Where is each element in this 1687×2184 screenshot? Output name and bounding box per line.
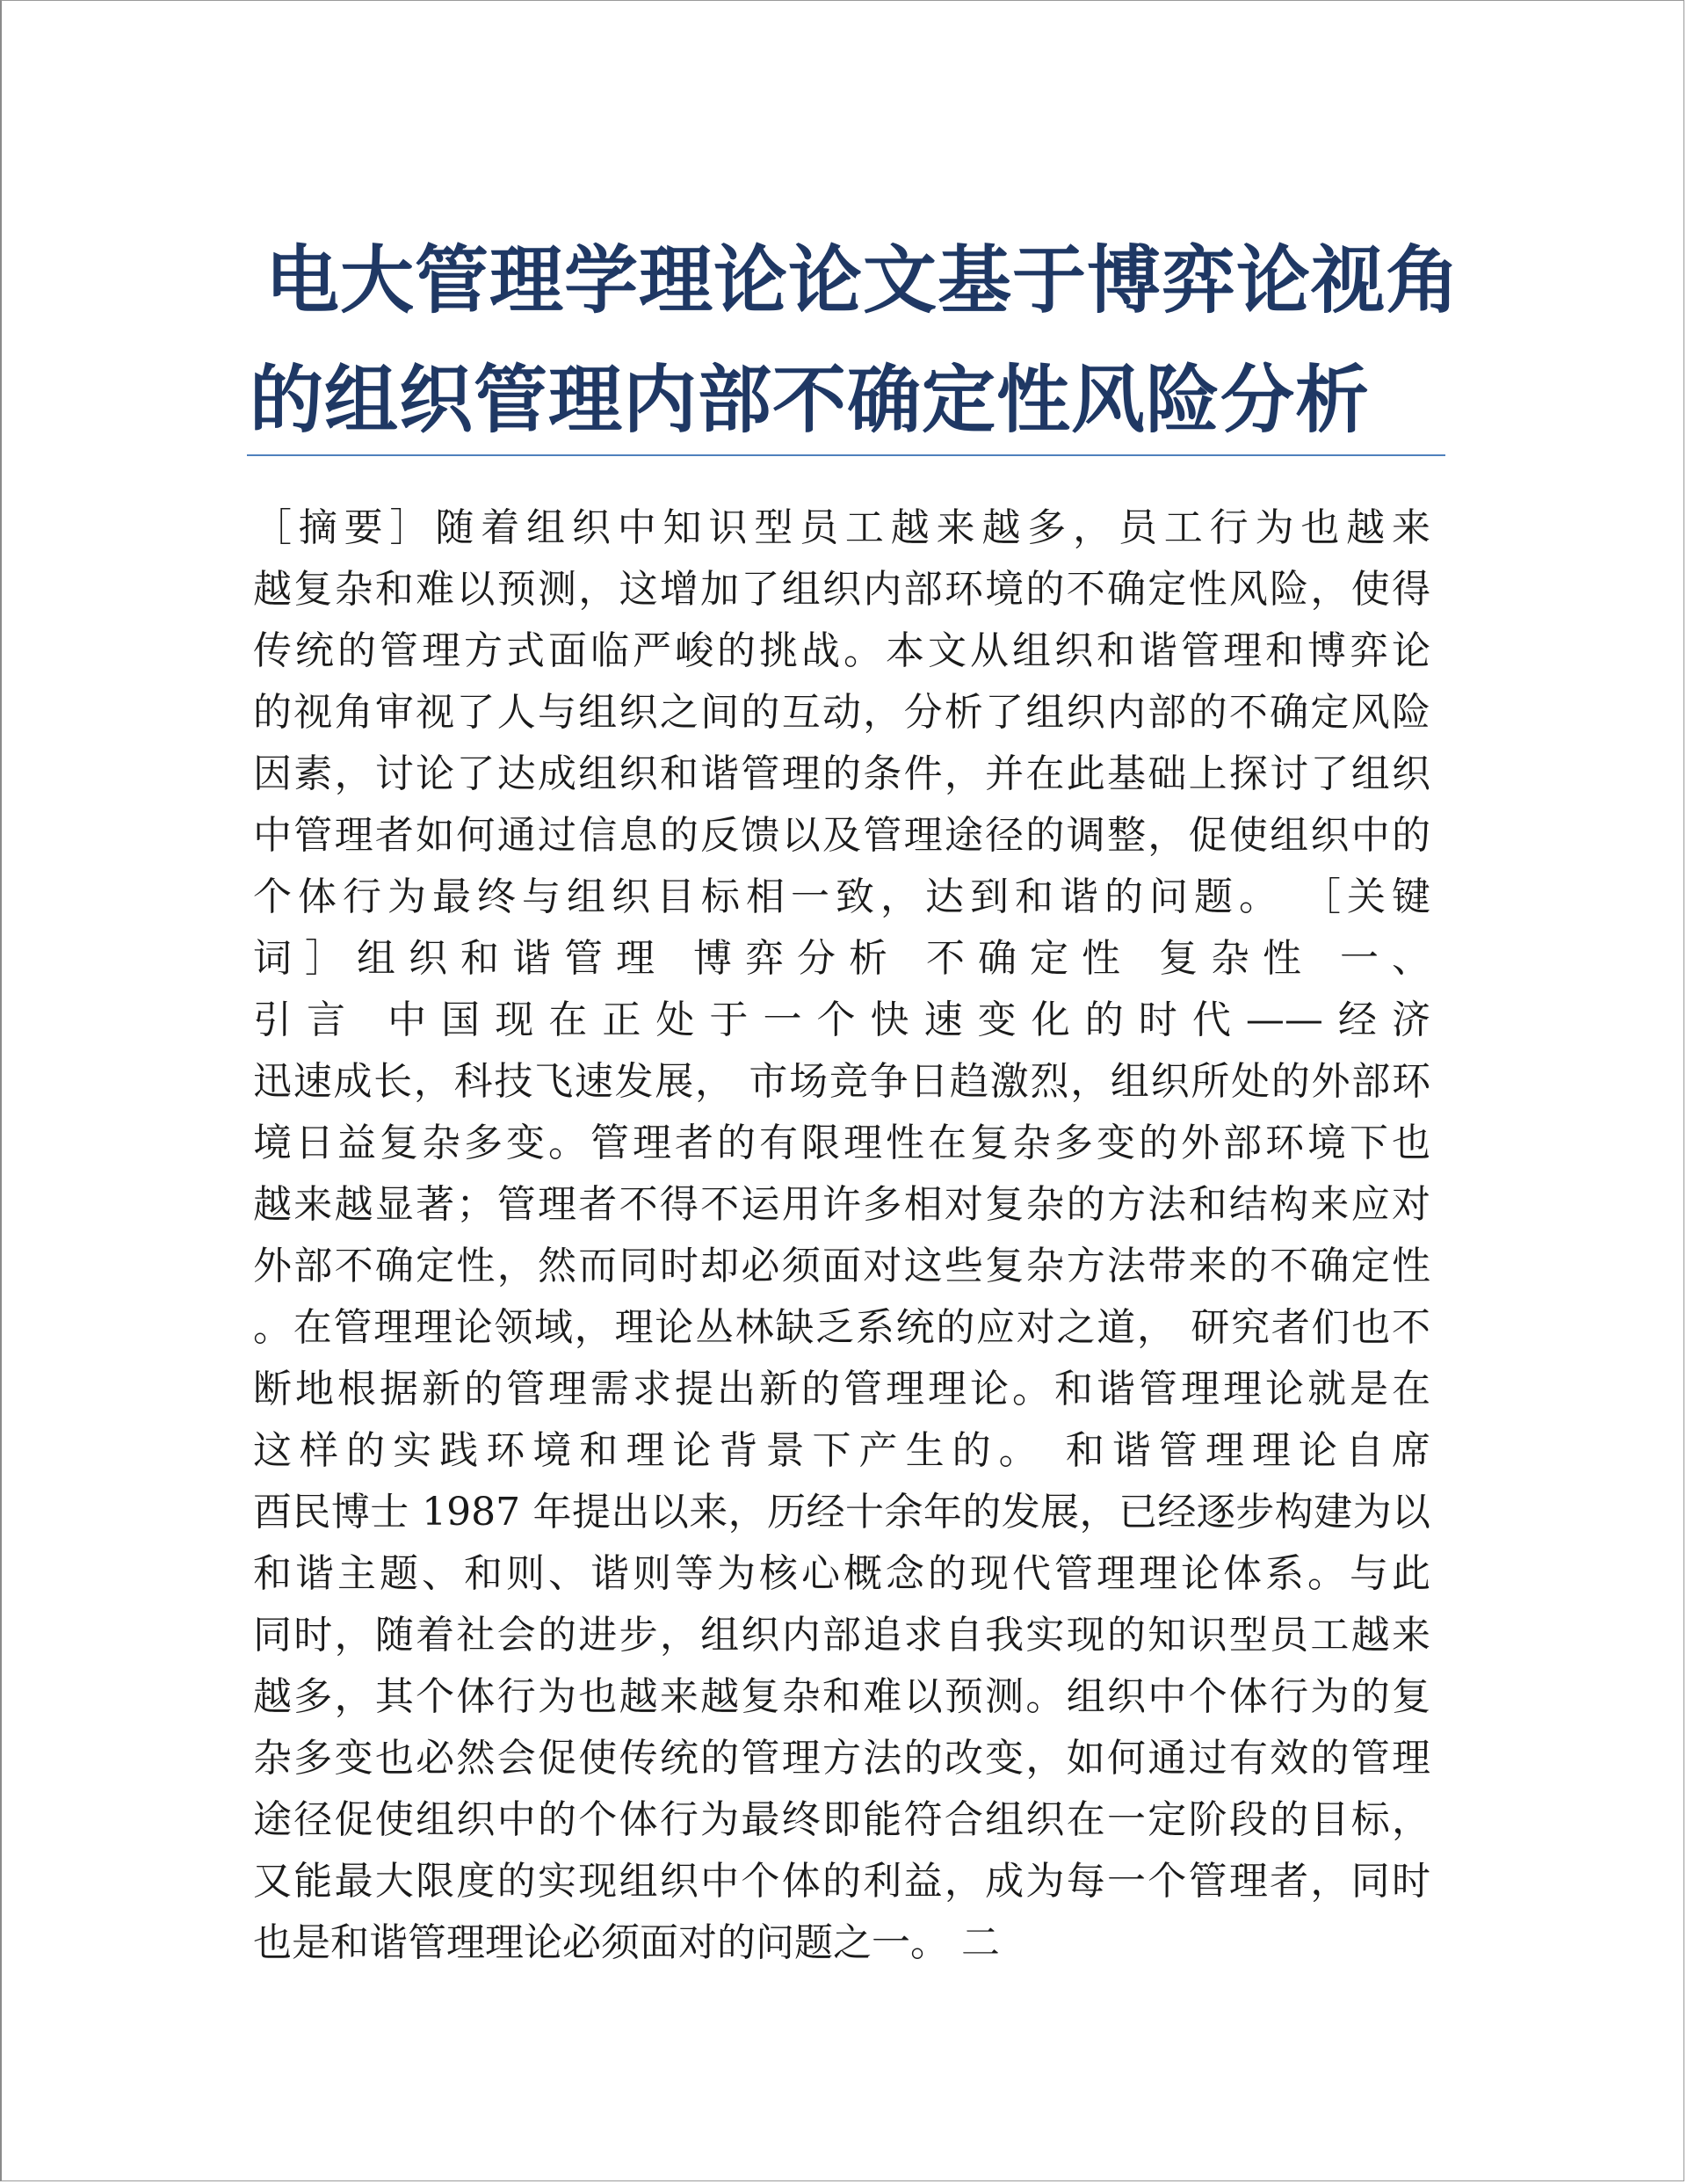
body-text-line: 也是和谐管理理论必须面对的问题之一。 二 (253, 1920, 1000, 1965)
body-text-line: 的视角审视了人与组织之间的互动，分析了组织内部的不确定风险 (253, 690, 1430, 735)
body-text-line: 杂多变也必然会促使传统的管理方法的改变，如何通过有效的管理 (253, 1736, 1430, 1781)
body-text-line: 和谐主题、和则、谐则等为核心概念的现代管理理论体系。与此 (253, 1551, 1430, 1596)
body-text-line: 迅速成长，科技飞速发展， 市场竞争日趋激烈，组织所处的外部环 (253, 1059, 1430, 1104)
body-text-line: 境日益复杂多变。管理者的有限理性在复杂多变的外部环境下也 (253, 1121, 1430, 1165)
title-divider (247, 454, 1445, 456)
body-text-line: 因素，讨论了达成组织和谐管理的条件，并在此基础上探讨了组织 (253, 751, 1430, 796)
body-text-line: 越复杂和难以预测，这增加了组织内部环境的不确定性风险，使得 (253, 567, 1430, 612)
body-text-line: 引言 中国现在正处于一个快速变化的时代——经济 (253, 998, 1430, 1042)
body-text-line: 传统的管理方式面临严峻的挑战。本文从组织和谐管理和博弈论 (253, 628, 1430, 673)
body-text-line: 越多，其个体行为也越来越复杂和难以预测。组织中个体行为的复 (253, 1674, 1430, 1719)
body-text-line: 越来越显著；管理者不得不运用许多相对复杂的方法和结构来应对 (253, 1182, 1430, 1227)
body-text-line: 词］组织和谐管理 博弈分析 不确定性 复杂性 一、 (253, 936, 1430, 981)
body-text-line: 又能最大限度的实现组织中个体的利益，成为每一个管理者，同时 (253, 1859, 1430, 1904)
body-text-line: 外部不确定性，然而同时却必须面对这些复杂方法带来的不确定性 (253, 1244, 1430, 1288)
body-text-line: 断地根据新的管理需求提出新的管理理论。和谐管理理论就是在 (253, 1367, 1430, 1411)
body-text-line: 中管理者如何通过信息的反馈以及管理途径的调整，促使组织中的 (253, 813, 1430, 858)
title-line-1: 电大管理学理论论文基于博弈论视角 (265, 237, 1461, 323)
body-text-line: 这样的实践环境和理论背景下产生的。 和谐管理理论自席 (253, 1428, 1430, 1473)
body-text-line: 途径促使组织中的个体行为最终即能符合组织在一定阶段的目标， (253, 1797, 1430, 1842)
title-line-2: 的组织管理内部不确定性风险分析 (250, 357, 1371, 443)
document-body (253, 497, 1430, 1974)
document-title (250, 221, 1461, 460)
body-text-line: 个体行为最终与组织目标相一致，达到和谐的问题。 ［关键 (253, 874, 1430, 919)
body-text-line: 同时，随着社会的进步，组织内部追求自我实现的知识型员工越来 (253, 1613, 1430, 1658)
body-text-line: 酉民博士 1987 年提出以来，历经十余年的发展，已经逐步构建为以 (253, 1490, 1430, 1535)
body-text-line: 。在管理理论领域，理论丛林缺乏系统的应对之道， 研究者们也不 (253, 1305, 1430, 1350)
body-text-line: ［摘要］随着组织中知识型员工越来越多，员工行为也越来 (253, 505, 1430, 550)
